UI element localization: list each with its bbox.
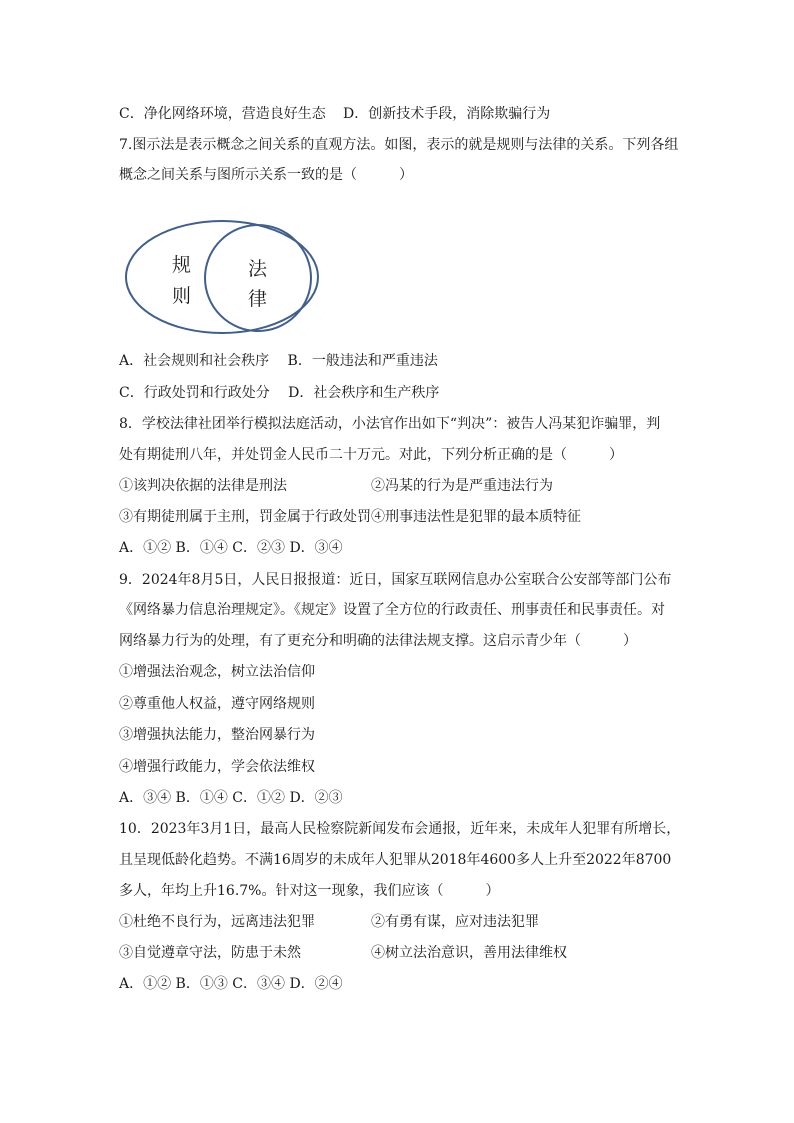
q10-stem-line-2: 且呈现低龄化趋势。不满16周岁的未成年人犯罪从2018年4600多人上升至2022年8700 (119, 852, 672, 868)
q8-item-4: ④刑事违法性是犯罪的最本质特征 (371, 509, 581, 525)
outer-label-char-1: 规 (172, 254, 192, 276)
q8-item-3: ③有期徒刑属于主刑，罚金属于行政处罚 (119, 509, 371, 525)
inner-label-char-2: 律 (248, 288, 268, 310)
q10-item-3: ③自觉遵章守法，防患于未然 (119, 945, 301, 961)
q8-stem-line-2: 处有期徒刑八年，并处罚金人民币二十万元。对此，下列分析正确的是（ ） (119, 447, 623, 463)
q8-item-1: ①该判决依据的法律是刑法 (119, 478, 287, 494)
inner-label-char-1: 法 (248, 258, 268, 280)
q9-stem-line-1: 9．2024年8月5日，人民日报报道：近日，国家互联网信息办公室联合公安部等部门公布 (119, 572, 672, 588)
q9-stem-line-2: 《网络暴力信息治理规定》。《规定》设置了全方位的行政责任、刑事责任和民事责任。对 (119, 602, 665, 618)
q10-item-2: ②有勇有谋，应对违法犯罪 (371, 914, 539, 930)
q10-item-1: ①杜绝不良行为，远离违法犯罪 (119, 914, 315, 930)
q9-item-3: ③增强执法能力，整治网暴行为 (119, 727, 315, 743)
q8-item-2: ②冯某的行为是严重违法行为 (371, 478, 553, 494)
q8-stem-line-1: 8．学校法律社团举行模拟法庭活动，小法官作出如下“判决”：被告人冯某犯诈骗罪，判 (119, 416, 661, 432)
q9-item-1: ①增强法治观念，树立法治信仰 (119, 664, 315, 680)
q7-stem-line-2: 概念之间关系与图所示关系一致的是（ ） (119, 167, 413, 183)
q9-item-2: ②尊重他人权益，遵守网络规则 (119, 696, 315, 712)
q9-options: A．③④ B．①④ C．①② D．②③ (119, 790, 343, 806)
q7-stem-line-1: 7.图示法是表示概念之间关系的直观方法。如图，表示的就是规则与法律的关系。下列各组 (119, 137, 679, 153)
rule-law-venn-diagram (122, 219, 324, 341)
q7-options-line-1: A．社会规则和社会秩序 B．一般违法和严重违法 (119, 353, 438, 369)
q10-options: A．①② B．①③ C．③④ D．②④ (119, 976, 343, 992)
q6-option-d: D．创新技术手段，消除欺骗行为 (343, 106, 551, 122)
q9-stem-line-3: 网络暴力行为的处理，有了更充分和明确的法律法规支撑。这启示青少年（ ） (119, 633, 637, 649)
q7-options-line-2: C．行政处罚和行政处分 D．社会秩序和生产秩序 (119, 385, 440, 401)
q8-options: A．①② B．①④ C．②③ D．③④ (119, 540, 343, 556)
q9-item-4: ④增强行政能力，学会依法维权 (119, 759, 315, 775)
q6-option-c: C．净化网络环境，营造良好生态 (119, 106, 326, 122)
outer-label-char-2: 则 (172, 285, 192, 307)
q10-stem-line-3: 多人，年均上升16.7%。针对这一现象，我们应该（ ） (119, 883, 500, 899)
q10-stem-line-1: 10．2023年3月1日，最高人民检察院新闻发布会通报，近年来，未成年人犯罪有所增长， (119, 821, 681, 837)
q10-item-4: ④树立法治意识，善用法律维权 (371, 945, 567, 961)
